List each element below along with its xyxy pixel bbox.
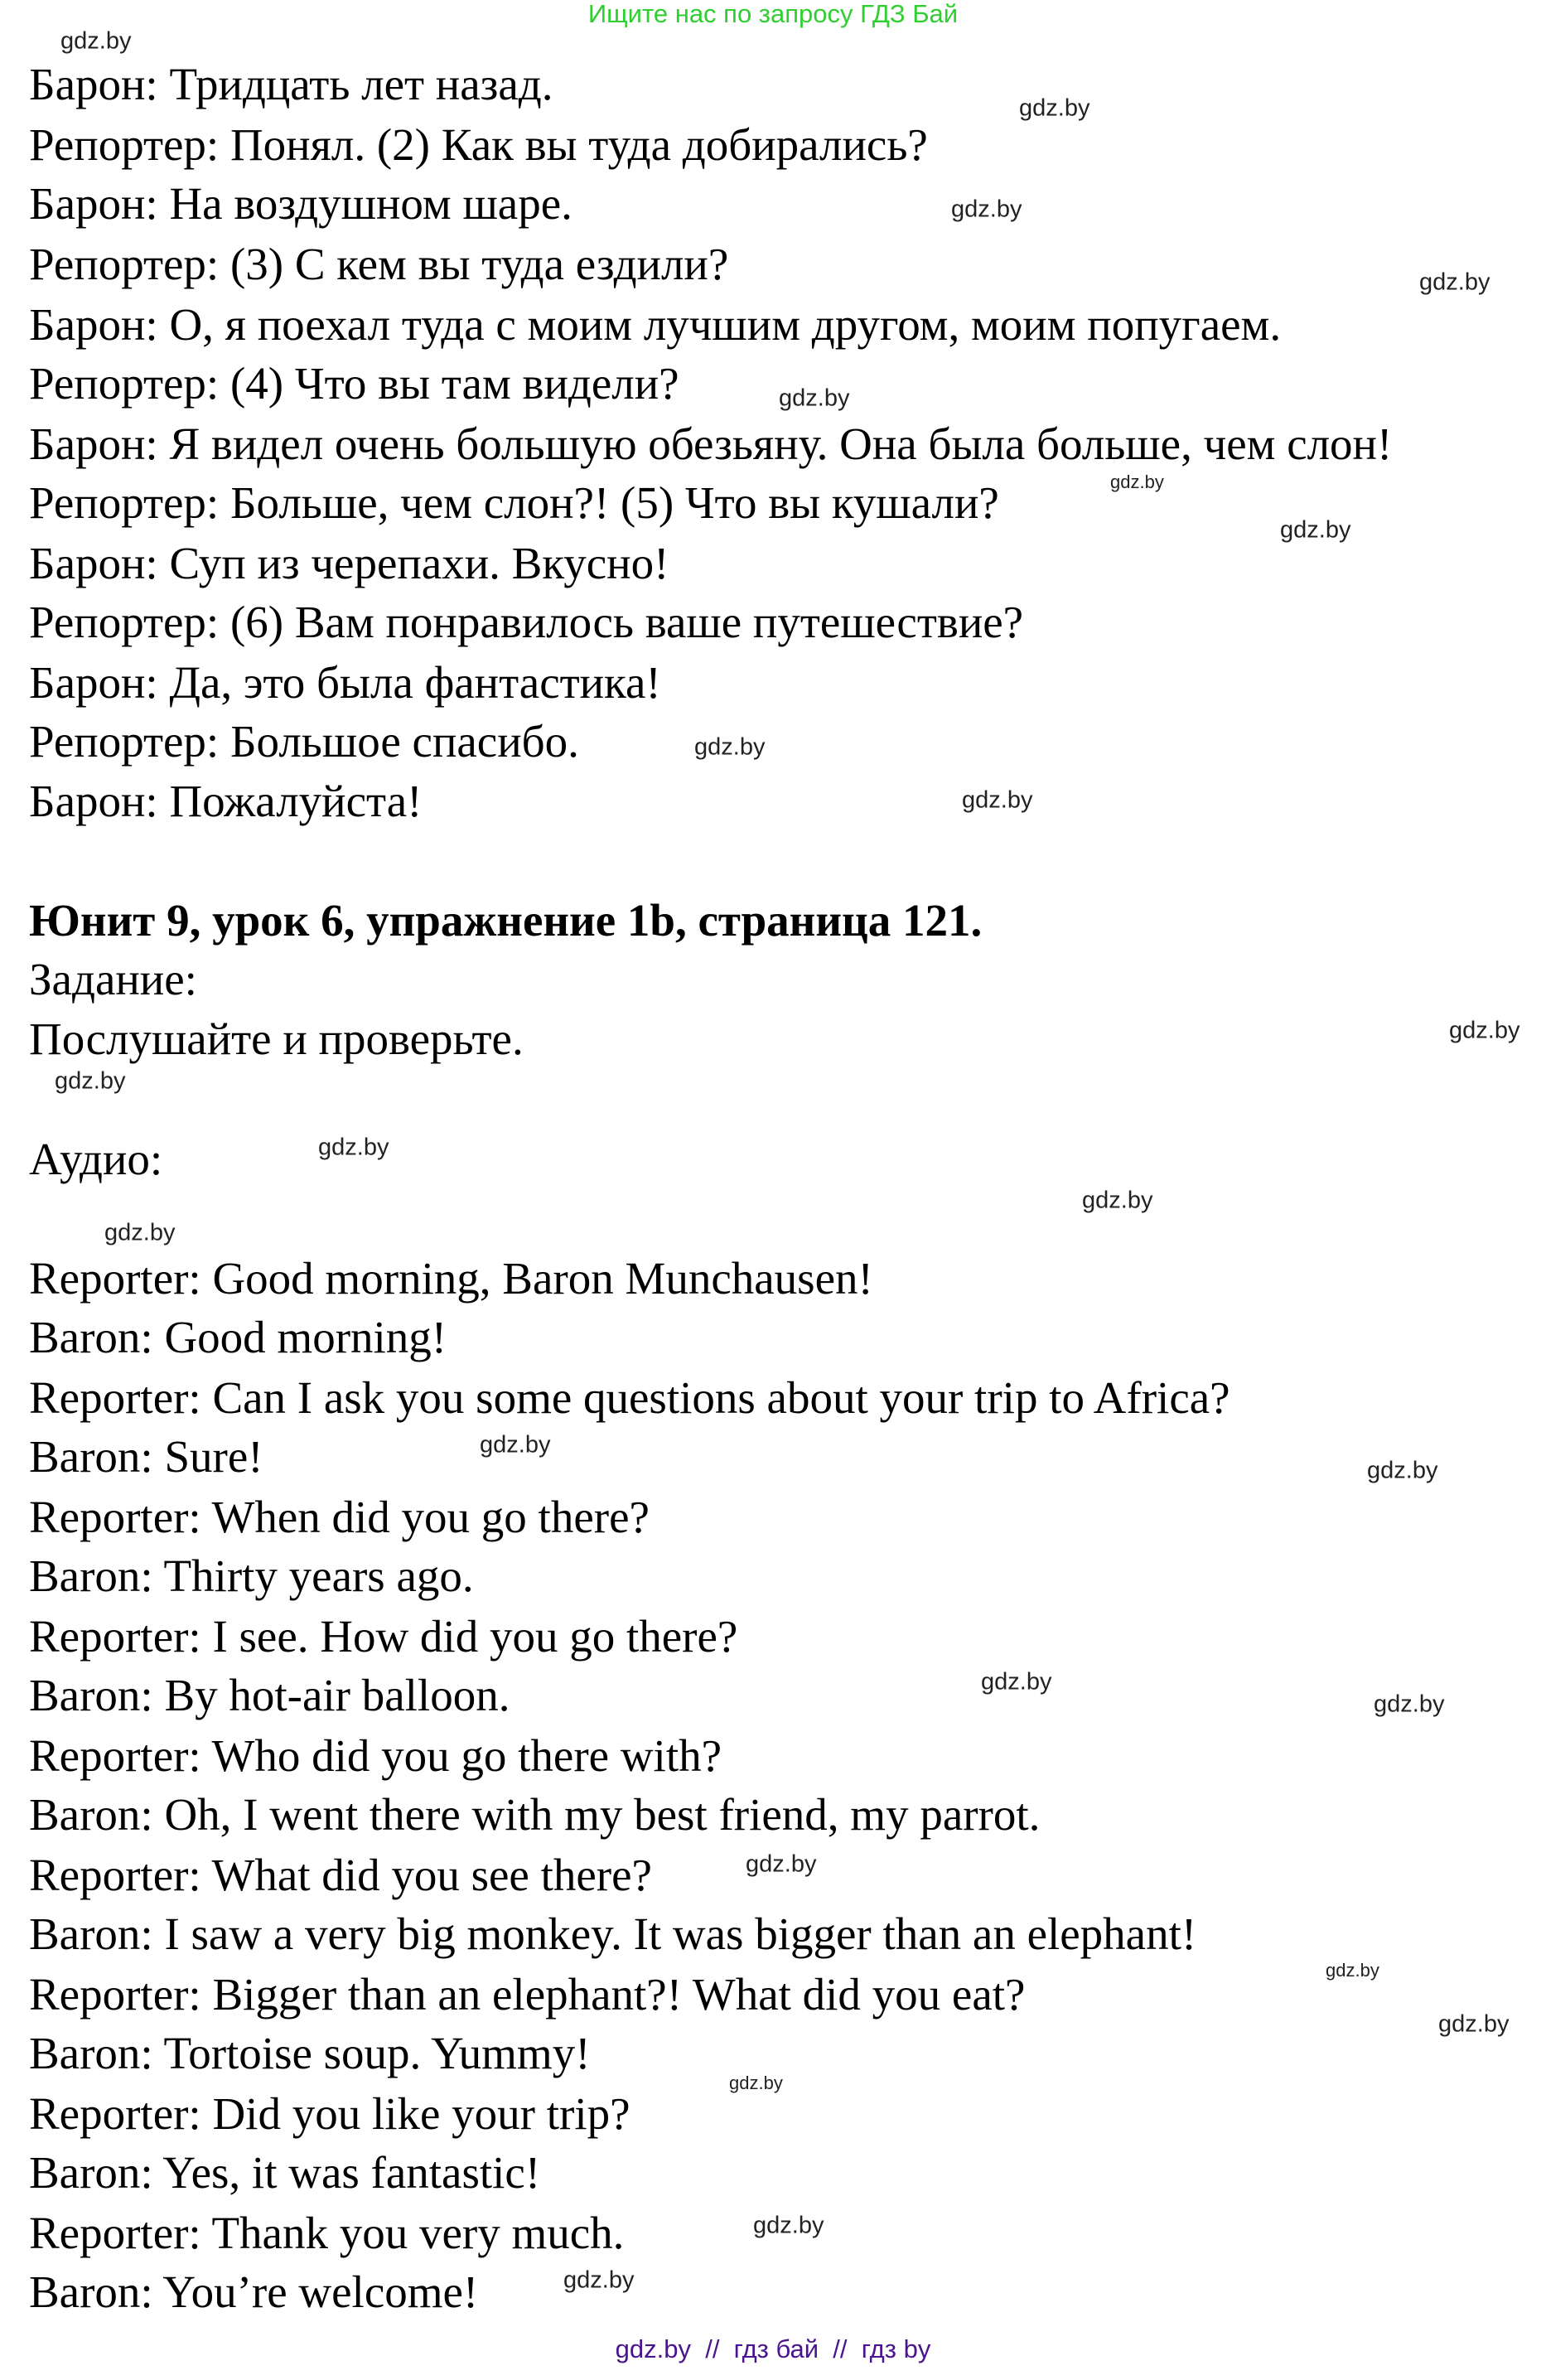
watermark: gdz.by [962, 786, 1033, 814]
dialogue-line: Барон: О, я поехал туда с моим лучшим другом, моим попугаем. [29, 299, 1282, 350]
dialogue-line: Репортер: (6) Вам понравилось ваше путешествие? [29, 597, 1024, 647]
dialogue-line: Reporter: When did you go there? [29, 1492, 650, 1542]
dialogue-line: Baron: Oh, I went there with my best friend, my parrot. [29, 1789, 1041, 1840]
dialogue-line: Reporter: Can I ask you some questions about your trip to Africa? [29, 1372, 1230, 1423]
dialogue-line: Барон: Тридцать лет назад. [29, 59, 553, 109]
watermark: gdz.by [746, 1850, 817, 1878]
watermark: gdz.by [1438, 2010, 1510, 2038]
dialogue-line: Reporter: Bigger than an elephant?! What did you eat? [29, 1969, 1026, 2020]
dialogue-line: Репортер: Больше, чем слон?! (5) Что вы кушали? [29, 477, 999, 528]
dialogue-line: Reporter: I see. How did you go there? [29, 1611, 738, 1662]
watermark: gdz.by [1110, 472, 1164, 492]
watermark: gdz.by [1367, 1457, 1438, 1484]
dialogue-line: Репортер: Большое спасибо. [29, 716, 579, 767]
watermark: gdz.by [1374, 1691, 1445, 1718]
watermark: gdz.by [729, 2073, 783, 2093]
watermark: gdz.by [318, 1134, 389, 1161]
dialogue-line: Baron: I saw a very big monkey. It was bigger than an elephant! [29, 1908, 1197, 1959]
watermark: gdz.by [1280, 516, 1351, 544]
watermark: gdz.by [104, 1219, 176, 1246]
dialogue-line: Репортер: (3) С кем вы туда ездили? [29, 239, 729, 289]
dialogue-line: Baron: Thirty years ago. [29, 1550, 474, 1601]
dialogue-line: Барон: Пожалуйста! [29, 776, 423, 826]
footer-links: gdz.by // гдз бай // гдз by [615, 2334, 931, 2363]
dialogue-line: Baron: You’re welcome! [29, 2266, 479, 2317]
watermark: gdz.by [1019, 94, 1090, 122]
dialogue-line: Baron: Good morning! [29, 1312, 447, 1362]
dialogue-line: Репортер: (4) Что вы там видели? [29, 358, 679, 409]
watermark: gdz.by [60, 27, 132, 55]
dialogue-line: Reporter: Thank you very much. [29, 2208, 625, 2258]
search-banner: Ищите нас по запросу ГДЗ Бай [587, 0, 959, 28]
dialogue-line: Baron: By hot-air balloon. [29, 1670, 510, 1720]
exercise-heading: Юнит 9, урок 6, упражнение 1b, страница 121. [29, 895, 983, 946]
watermark: gdz.by [480, 1431, 551, 1458]
watermark: gdz.by [1449, 1017, 1520, 1044]
dialogue-line: Baron: Sure! [29, 1431, 263, 1482]
dialogue-line: Барон: Да, это была фантастика! [29, 657, 661, 708]
dialogue-line: Барон: Суп из черепахи. Вкусно! [29, 538, 669, 588]
watermark: gdz.by [55, 1067, 126, 1095]
watermark: gdz.by [779, 385, 850, 412]
watermark: gdz.by [694, 733, 766, 761]
dialogue-line: Baron: Tortoise soup. Yummy! [29, 2028, 591, 2078]
watermark: gdz.by [981, 1668, 1052, 1696]
audio-label: Аудио: [29, 1134, 163, 1184]
watermark: gdz.by [951, 196, 1022, 223]
task-label: Задание: [29, 954, 197, 1004]
dialogue-line: Барон: Я видел очень большую обезьяну. Она была больше, чем слон! [29, 418, 1393, 469]
watermark: gdz.by [1082, 1187, 1153, 1214]
dialogue-line: Репортер: Понял. (2) Как вы туда добирались? [29, 119, 928, 170]
watermark: gdz.by [563, 2266, 635, 2294]
dialogue-line: Baron: Yes, it was fantastic! [29, 2147, 541, 2198]
watermark: gdz.by [1326, 1960, 1379, 1981]
dialogue-line: Барон: На воздушном шаре. [29, 178, 573, 229]
dialogue-line: Reporter: What did you see there? [29, 1850, 652, 1900]
dialogue-line: Reporter: Who did you go there with? [29, 1730, 722, 1781]
watermark: gdz.by [753, 2212, 824, 2239]
watermark: gdz.by [1419, 268, 1490, 296]
task-text: Послушайте и проверьте. [29, 1013, 524, 1064]
dialogue-line: Reporter: Did you like your trip? [29, 2088, 630, 2139]
dialogue-line: Reporter: Good morning, Baron Munchausen! [29, 1253, 873, 1304]
